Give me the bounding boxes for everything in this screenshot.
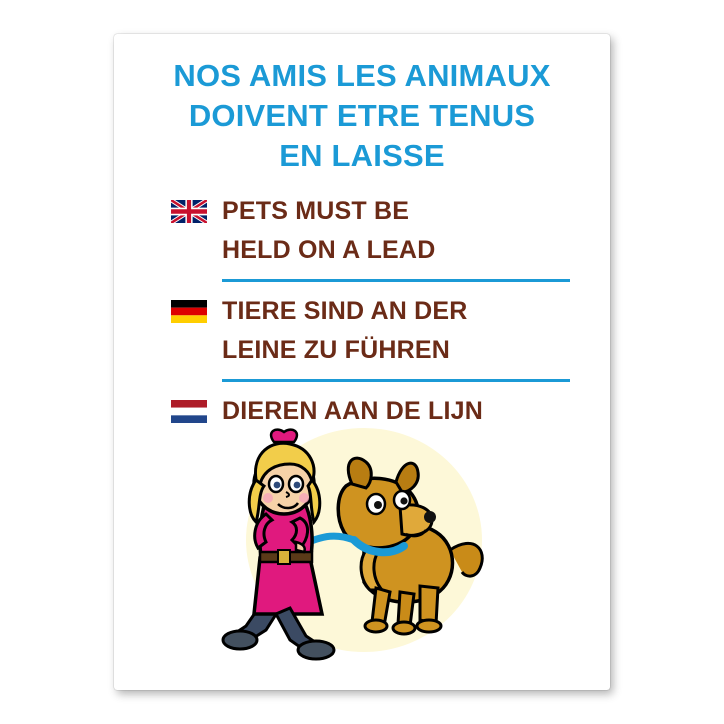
divider-1 xyxy=(222,279,570,282)
translation-row-english xyxy=(170,192,570,270)
german-line-1: TIERE SIND AN DER xyxy=(222,297,468,325)
dutch-line-1: DIEREN AAN DE LIJN xyxy=(222,397,484,425)
english-line-2: HELD ON A LEAD xyxy=(222,236,436,264)
translation-list xyxy=(170,192,570,434)
translation-text-german xyxy=(222,292,570,370)
title-line-3: EN LAISSE xyxy=(279,138,445,173)
german-line-2: LEINE ZU FÜHREN xyxy=(222,336,450,364)
english-line-1: PETS MUST BE xyxy=(222,197,410,225)
divider-2 xyxy=(222,379,570,382)
netherlands-flag-icon xyxy=(170,399,208,424)
translation-text-english xyxy=(222,192,570,270)
germany-flag-icon xyxy=(170,299,208,324)
title-line-2: DOIVENT ETRE TENUS xyxy=(188,98,536,133)
sign-panel xyxy=(114,34,610,690)
girl-walking-dog-illustration xyxy=(114,422,610,672)
sign-title xyxy=(114,56,610,176)
uk-flag-icon xyxy=(170,199,208,224)
title-line-1: NOS AMIS LES ANIMAUX xyxy=(173,58,551,93)
translation-row-german xyxy=(170,292,570,370)
